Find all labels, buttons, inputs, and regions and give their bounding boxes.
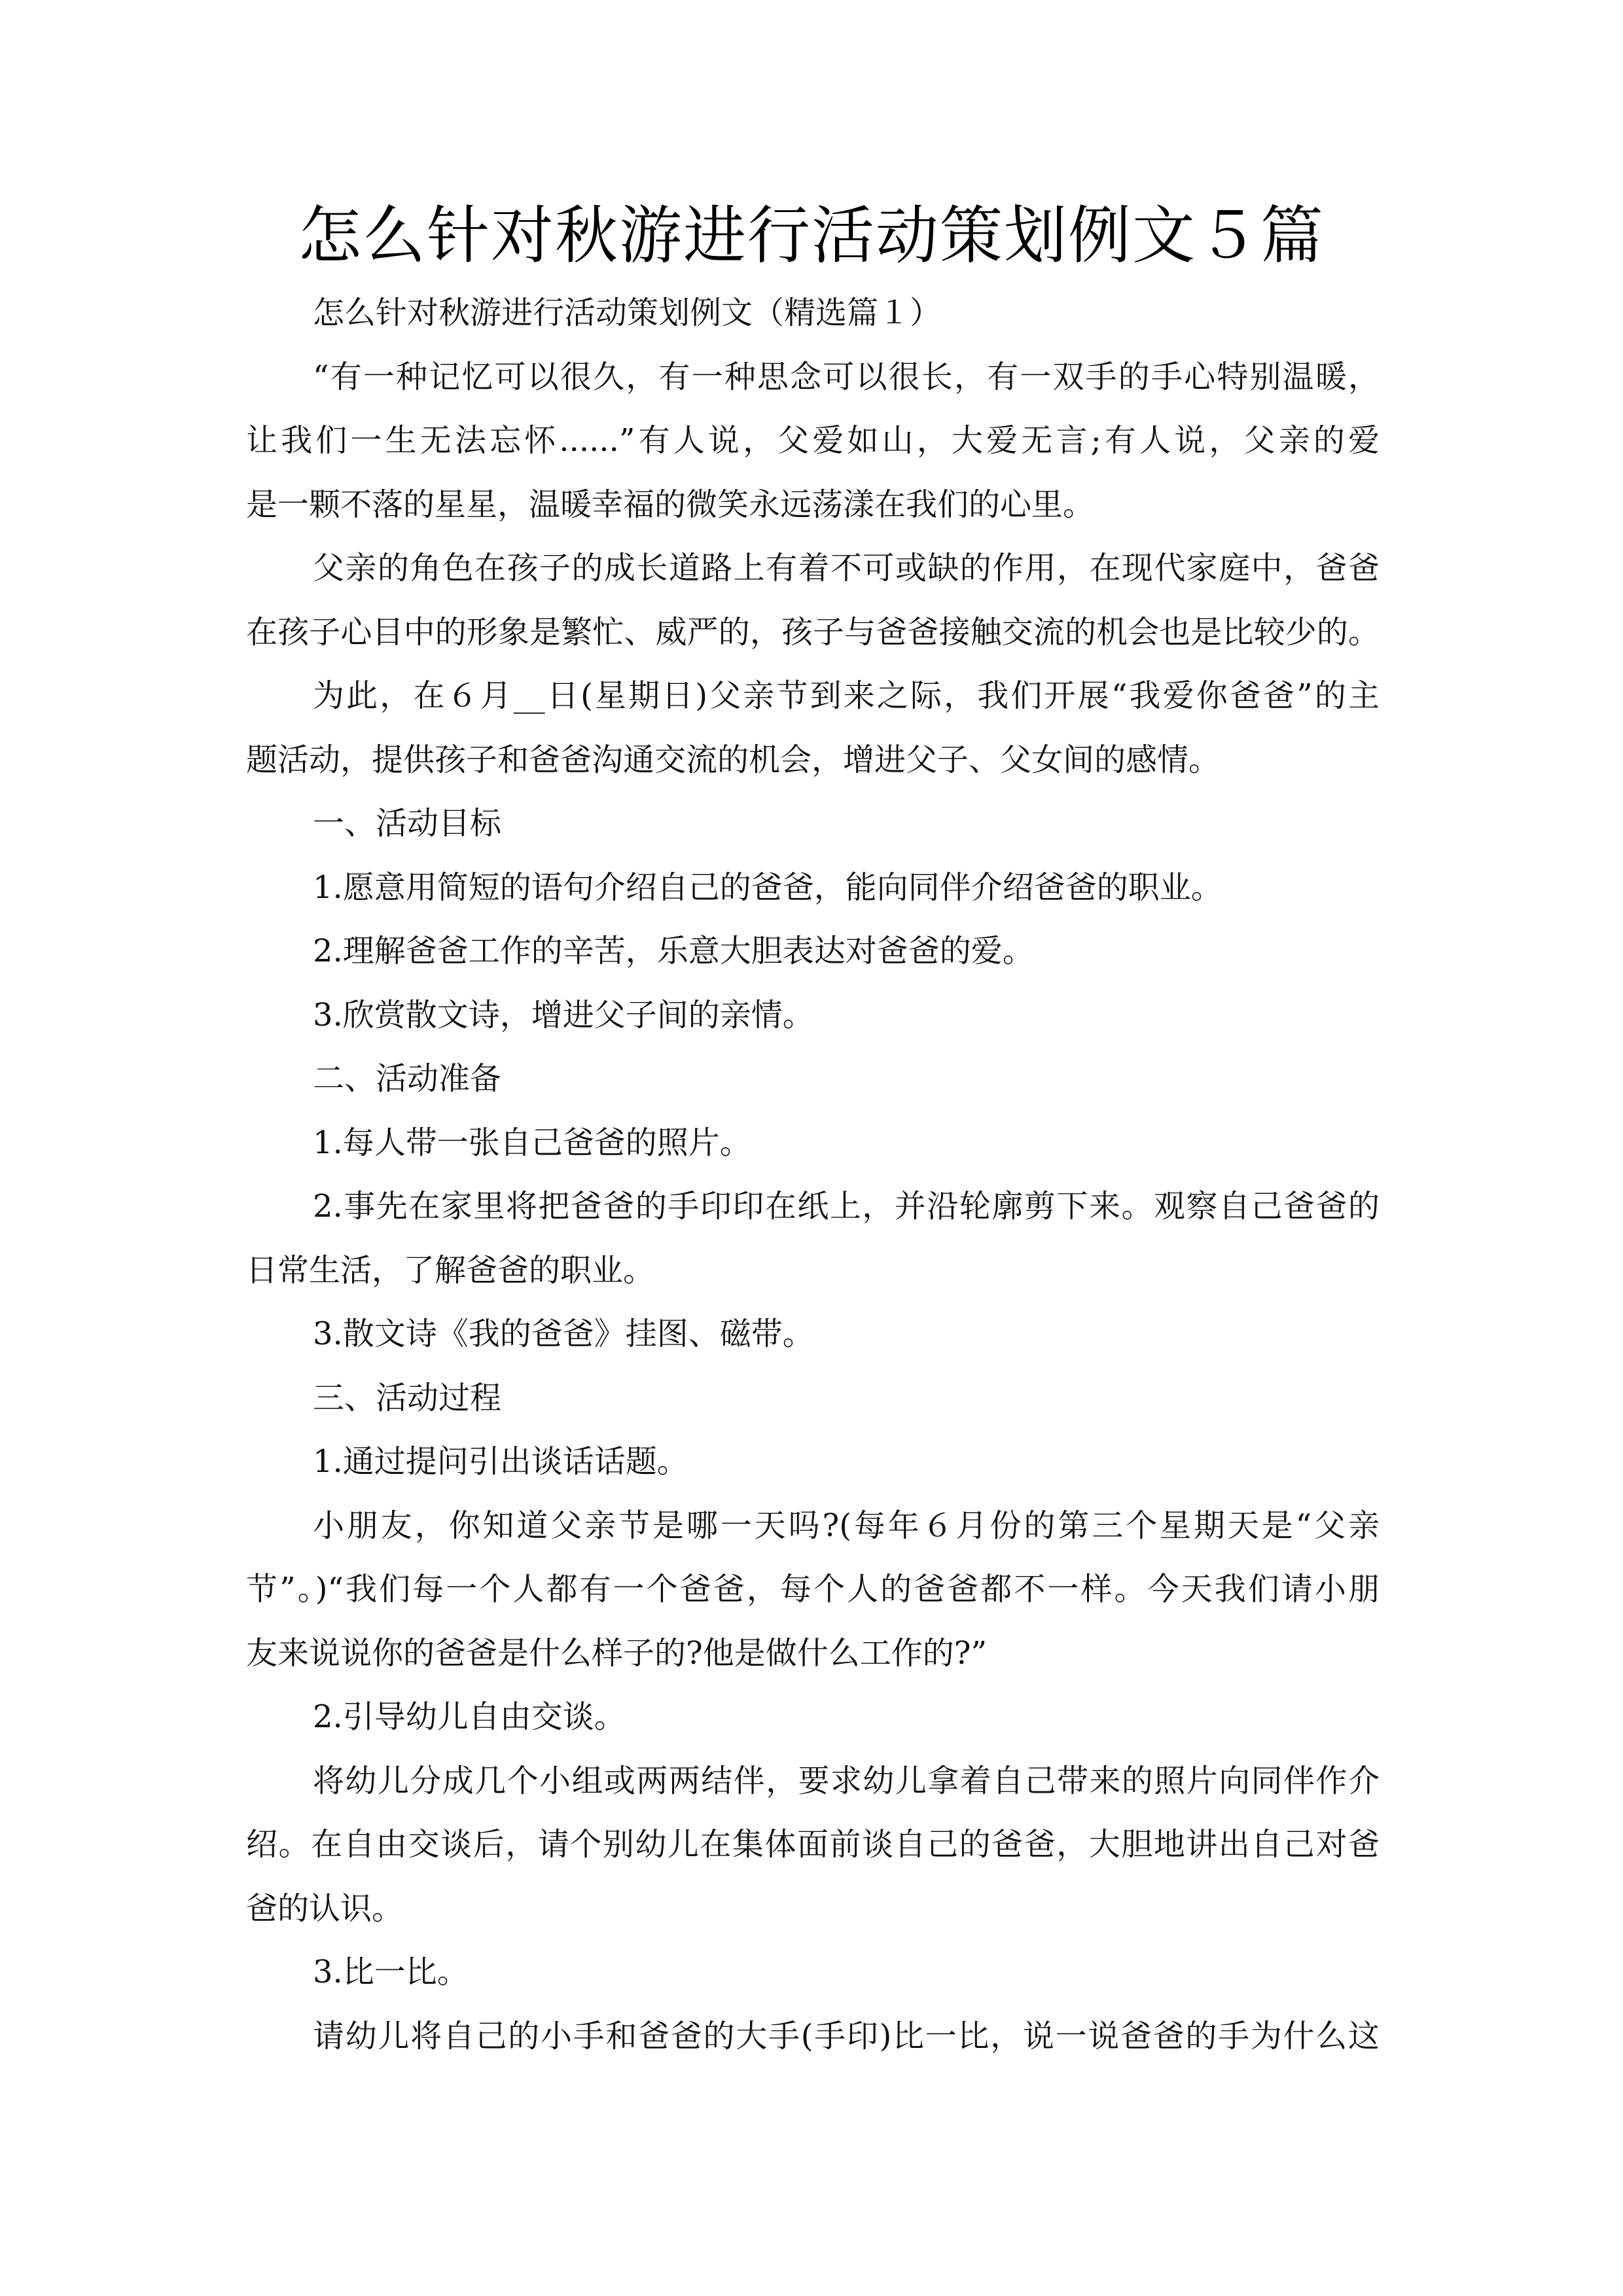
document-body xyxy=(246,281,1380,2068)
paragraph-line: 绍。在自由交谈后，请个别幼儿在集体面前谈自己的爸爸，大胆地讲出自己对爸 xyxy=(246,1826,1380,1863)
paragraph-line: 2.理解爸爸工作的辛苦，乐意大胆表达对爸爸的爱。 xyxy=(313,933,1034,969)
paragraph-line: 节”。)“我们每一个人都有一个爸爸，每个人的爸爸都不一样。今天我们请小朋 xyxy=(246,1571,1380,1607)
paragraph-line: 2.事先在家里将把爸爸的手印印在纸上，并沿轮廓剪下来。观察自己爸爸的 xyxy=(313,1188,1380,1225)
document-title: 怎么针对秋游进行活动策划例文５篇 xyxy=(298,199,1325,272)
paragraph-line: 小朋友，你知道父亲节是哪一天吗?(每年６月份的第三个星期天是“父亲 xyxy=(313,1507,1380,1544)
paragraph-line: 请幼儿将自己的小手和爸爸的大手(手印)比一比，说一说爸爸的手为什么这 xyxy=(313,2017,1380,2054)
paragraph-line: 3.散文诗《我的爸爸》挂图、磁带。 xyxy=(313,1316,814,1352)
paragraph-line: 1.每人带一张自己爸爸的照片。 xyxy=(313,1124,751,1161)
paragraph-line: 二、活动准备 xyxy=(313,1060,502,1097)
paragraph-line: 一、活动目标 xyxy=(313,805,502,842)
paragraph-line: “有一种记忆可以很久，有一种思念可以很长，有一双手的手心特别温暖， xyxy=(313,358,1380,395)
paragraph-line: 将幼儿分成几个小组或两两结伴，要求幼儿拿着自己带来的照片向同伴作介 xyxy=(313,1762,1380,1799)
paragraph-line: 1.通过提问引出谈话话题。 xyxy=(313,1443,688,1480)
paragraph-line: 2.引导幼儿自由交谈。 xyxy=(313,1698,626,1735)
paragraph-line: 3.欣赏散文诗，增进父子间的亲情。 xyxy=(313,996,814,1033)
paragraph-line: 爸的认识。 xyxy=(246,1890,404,1927)
paragraph-line: 怎么针对秋游进行活动策划例文（精选篇１） xyxy=(313,295,942,331)
paragraph-line: 三、活动过程 xyxy=(313,1379,502,1416)
paragraph-line: 是一颗不落的星星，温暖幸福的微笑永远荡漾在我们的心里。 xyxy=(246,486,1095,523)
paragraph-line: 题活动，提供孩子和爸爸沟通交流的机会，增进父子、父女间的感情。 xyxy=(246,741,1221,778)
paragraph-line: 父亲的角色在孩子的成长道路上有着不可或缺的作用，在现代家庭中，爸爸 xyxy=(313,550,1380,586)
paragraph-line: 友来说说你的爸爸是什么样子的?他是做什么工作的?” xyxy=(246,1634,988,1672)
paragraph-line: 日常生活，了解爸爸的职业。 xyxy=(246,1251,655,1289)
paragraph-line: 让我们一生无法忘怀......”有人说，父爱如山，大爱无言;有人说，父亲的爱 xyxy=(246,422,1380,459)
paragraph-line: 3.比一比。 xyxy=(313,1954,469,1990)
paragraph-line: 在孩子心目中的形象是繁忙、威严的，孩子与爸爸接触交流的机会也是比较少的。 xyxy=(246,613,1380,651)
paragraph-line: 1.愿意用简短的语句介绍自己的爸爸，能向同伴介绍爸爸的职业。 xyxy=(313,869,1222,906)
paragraph-line: 为此，在６月__日(星期日)父亲节到来之际，我们开展“我爱你爸爸”的主 xyxy=(313,677,1380,714)
